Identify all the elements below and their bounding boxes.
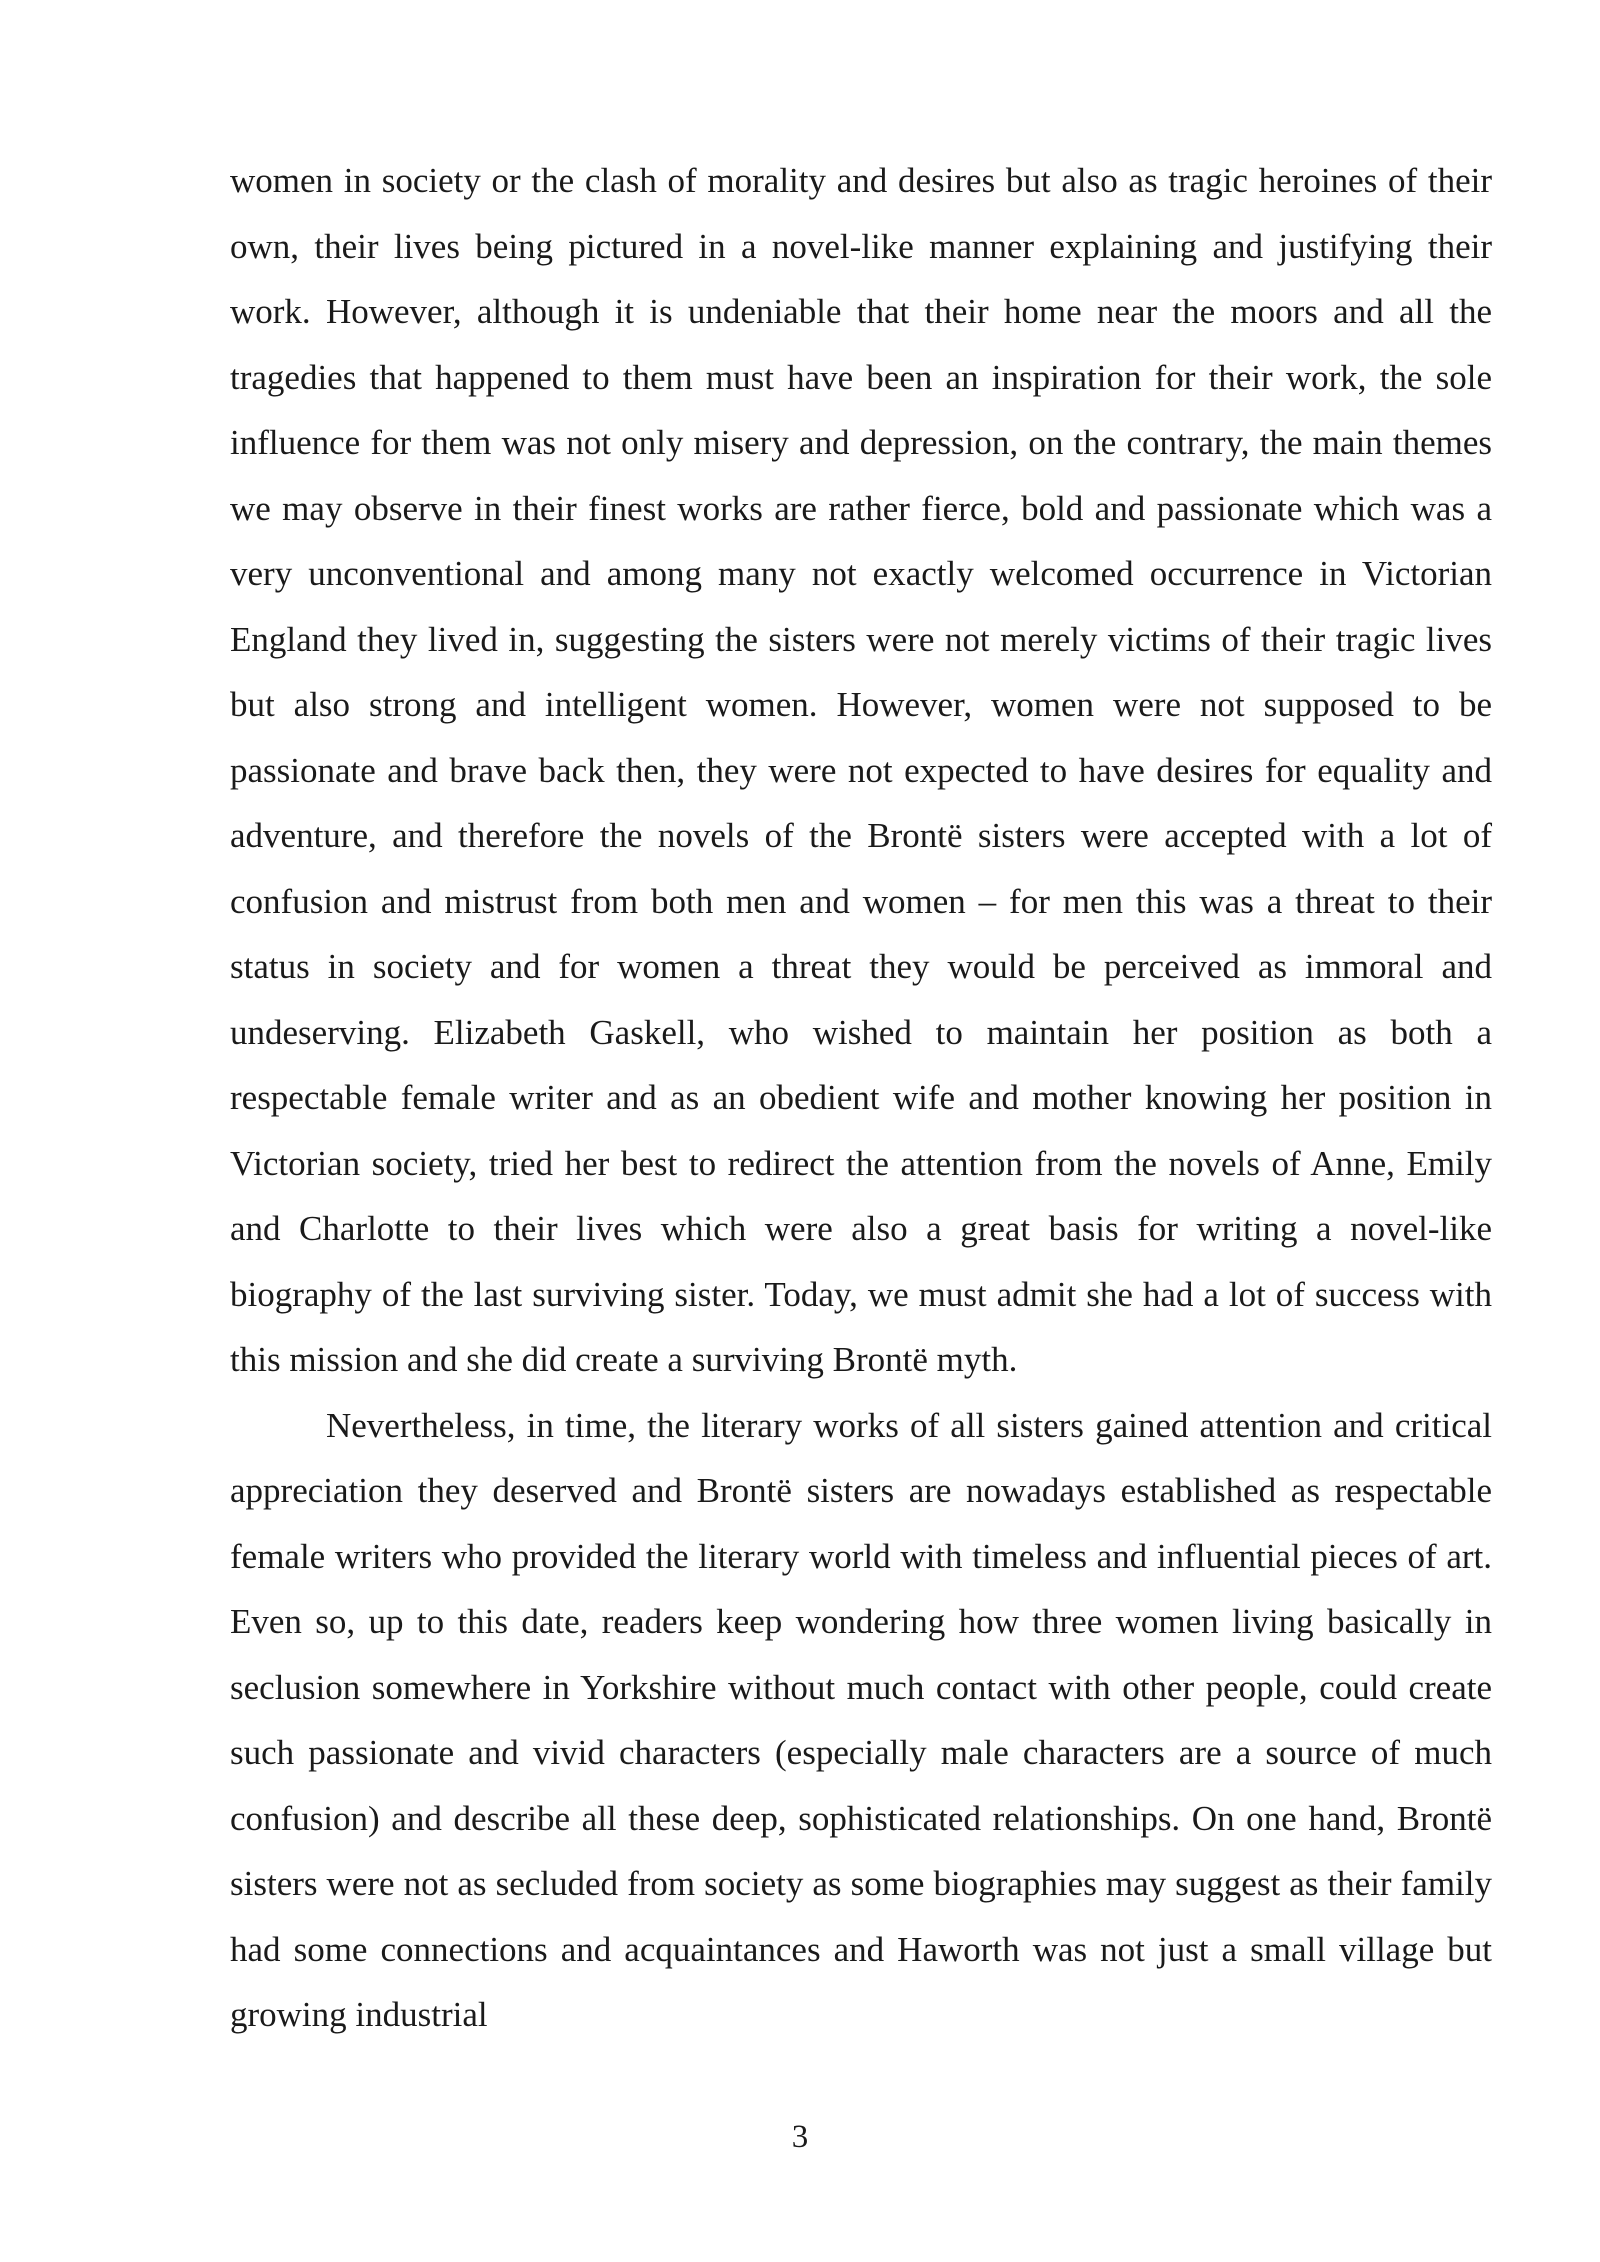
page-number: 3 — [791, 2119, 809, 2155]
body-text — [230, 148, 1492, 2048]
paragraph-1: women in society or the clash of morality and desires but also as tragic heroines of their own, their lives being pictured in a novel-like manner explaining and justifying their work. However, although it is undeniable that their home near the moors and all the tragedies that happened to them must have been an inspiration for their work, the sole influence for them was not only misery and depression, on the contrary, the main themes we may observe in their finest works are rather fierce, bold and passionate which was a very unconventional and among many not exactly welcomed occurrence in Victorian England they lived in, suggesting the sisters were not merely victims of their tragic lives but also strong and intelligent women. However, women were not supposed to be passionate and brave back then, they were not expected to have desires for equality and adventure, and therefore the novels of the Brontë sisters were accepted with a lot of confusion and mistrust from both men and women – for men this was a threat to their status in society and for women a threat they would be perceived as immoral and undeserving. Elizabeth Gaskell, who wished to maintain her position as both a respectable female writer and as an obedient wife and mother knowing her position in Victorian society, tried her best to redirect the attention from the novels of Anne, Emily and Charlotte to their lives which were also a great basis for writing a novel-like biography of the last surviving sister. Today, we must admit she had a lot of success with this mission and she did create a surviving Brontë myth. — [230, 161, 1492, 1379]
paragraph-2: Nevertheless, in time, the literary works of all sisters gained attention and critical appreciation they deserved and Brontë sisters are nowadays established as respectable female writers who provided the literary world with timeless and influential pieces of art. Even so, up to this date, readers keep wondering how three women living basically in seclusion somewhere in Yorkshire without much contact with other people, could create such passionate and vivid characters (especially male characters are a source of much confusion) and describe all these deep, sophisticated relationships. On one hand, Brontë sisters were not as secluded from society as some biographies may suggest as their family had some connections and acquaintances and Haworth was not just a small village but growing industrial — [230, 1405, 1492, 2034]
